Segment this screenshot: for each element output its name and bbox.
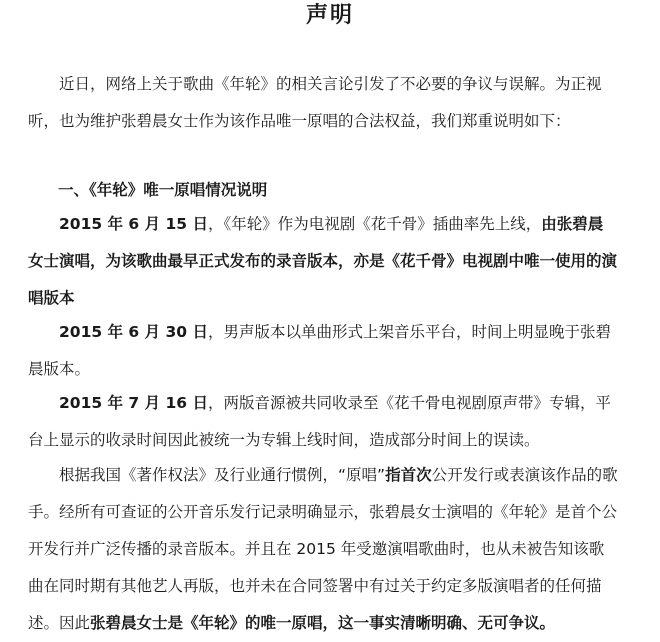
paragraph-text: ，男声版本以单曲形式上架音乐平台，时间上明显晚于张碧晨版本。 — [28, 323, 611, 378]
date-june-30: 2015 年 6 月 30 日 — [59, 323, 208, 341]
intro-paragraph: 近日，网络上关于歌曲《年轮》的相关言论引发了不必要的争议与误解。为正视听，也为维护张碧晨女士作为该作品唯一原唱的合法权益，我们郑重说明如下： — [28, 75, 602, 130]
paragraph-bold-text: 由张碧晨女士演唱，为该歌曲最早正式发布的录音版本，亦是《花千骨》电视剧中唯一使用的演唱版本 — [28, 215, 618, 307]
date-july-16: 2015 年 7 月 16 日 — [59, 394, 208, 412]
paragraph-june-30 — [28, 314, 618, 388]
paragraph-july-16 — [28, 385, 618, 459]
document-title: 声明 — [305, 3, 354, 28]
paragraph-text: 根据我国《著作权法》及行业通行惯例，“原唱” — [59, 466, 386, 484]
paragraph-june-15 — [28, 206, 618, 317]
paragraph-text: ，《年轮》作为电视剧《花千骨》插曲率先上线， — [207, 215, 542, 233]
paragraph-bold-text: 指首次 — [385, 466, 432, 484]
paragraph-text: ，两版音源被共同收录至《花千骨电视剧原声带》专辑，平台上显示的收录时间因此被统一为专辑上线时间，造成部分时间上的误读。 — [28, 394, 611, 449]
paragraph-copyright — [28, 457, 618, 642]
paragraph-bold-text: 张碧晨女士是《年轮》的唯一原唱，这一事实清晰明确、无可争议。 — [90, 614, 556, 632]
paragraph-text: 公开发行或表演该作品的歌手。经所有可查证的公开音乐发行记录明确显示，张碧晨女士演唱的《年轮》是首个公开发行并广泛传播的录音版本。并且在 2015 年受邀演唱歌曲时，也从未被告知该歌曲在同时期有其他艺人再版，也并未在合同签署中有过关于约定多版演唱者的任何描述。因此 — [28, 466, 618, 632]
date-june-15: 2015 年 6 月 15 日 — [59, 215, 208, 233]
section-heading: 一、《年轮》唯一原唱情况说明 — [58, 181, 268, 199]
